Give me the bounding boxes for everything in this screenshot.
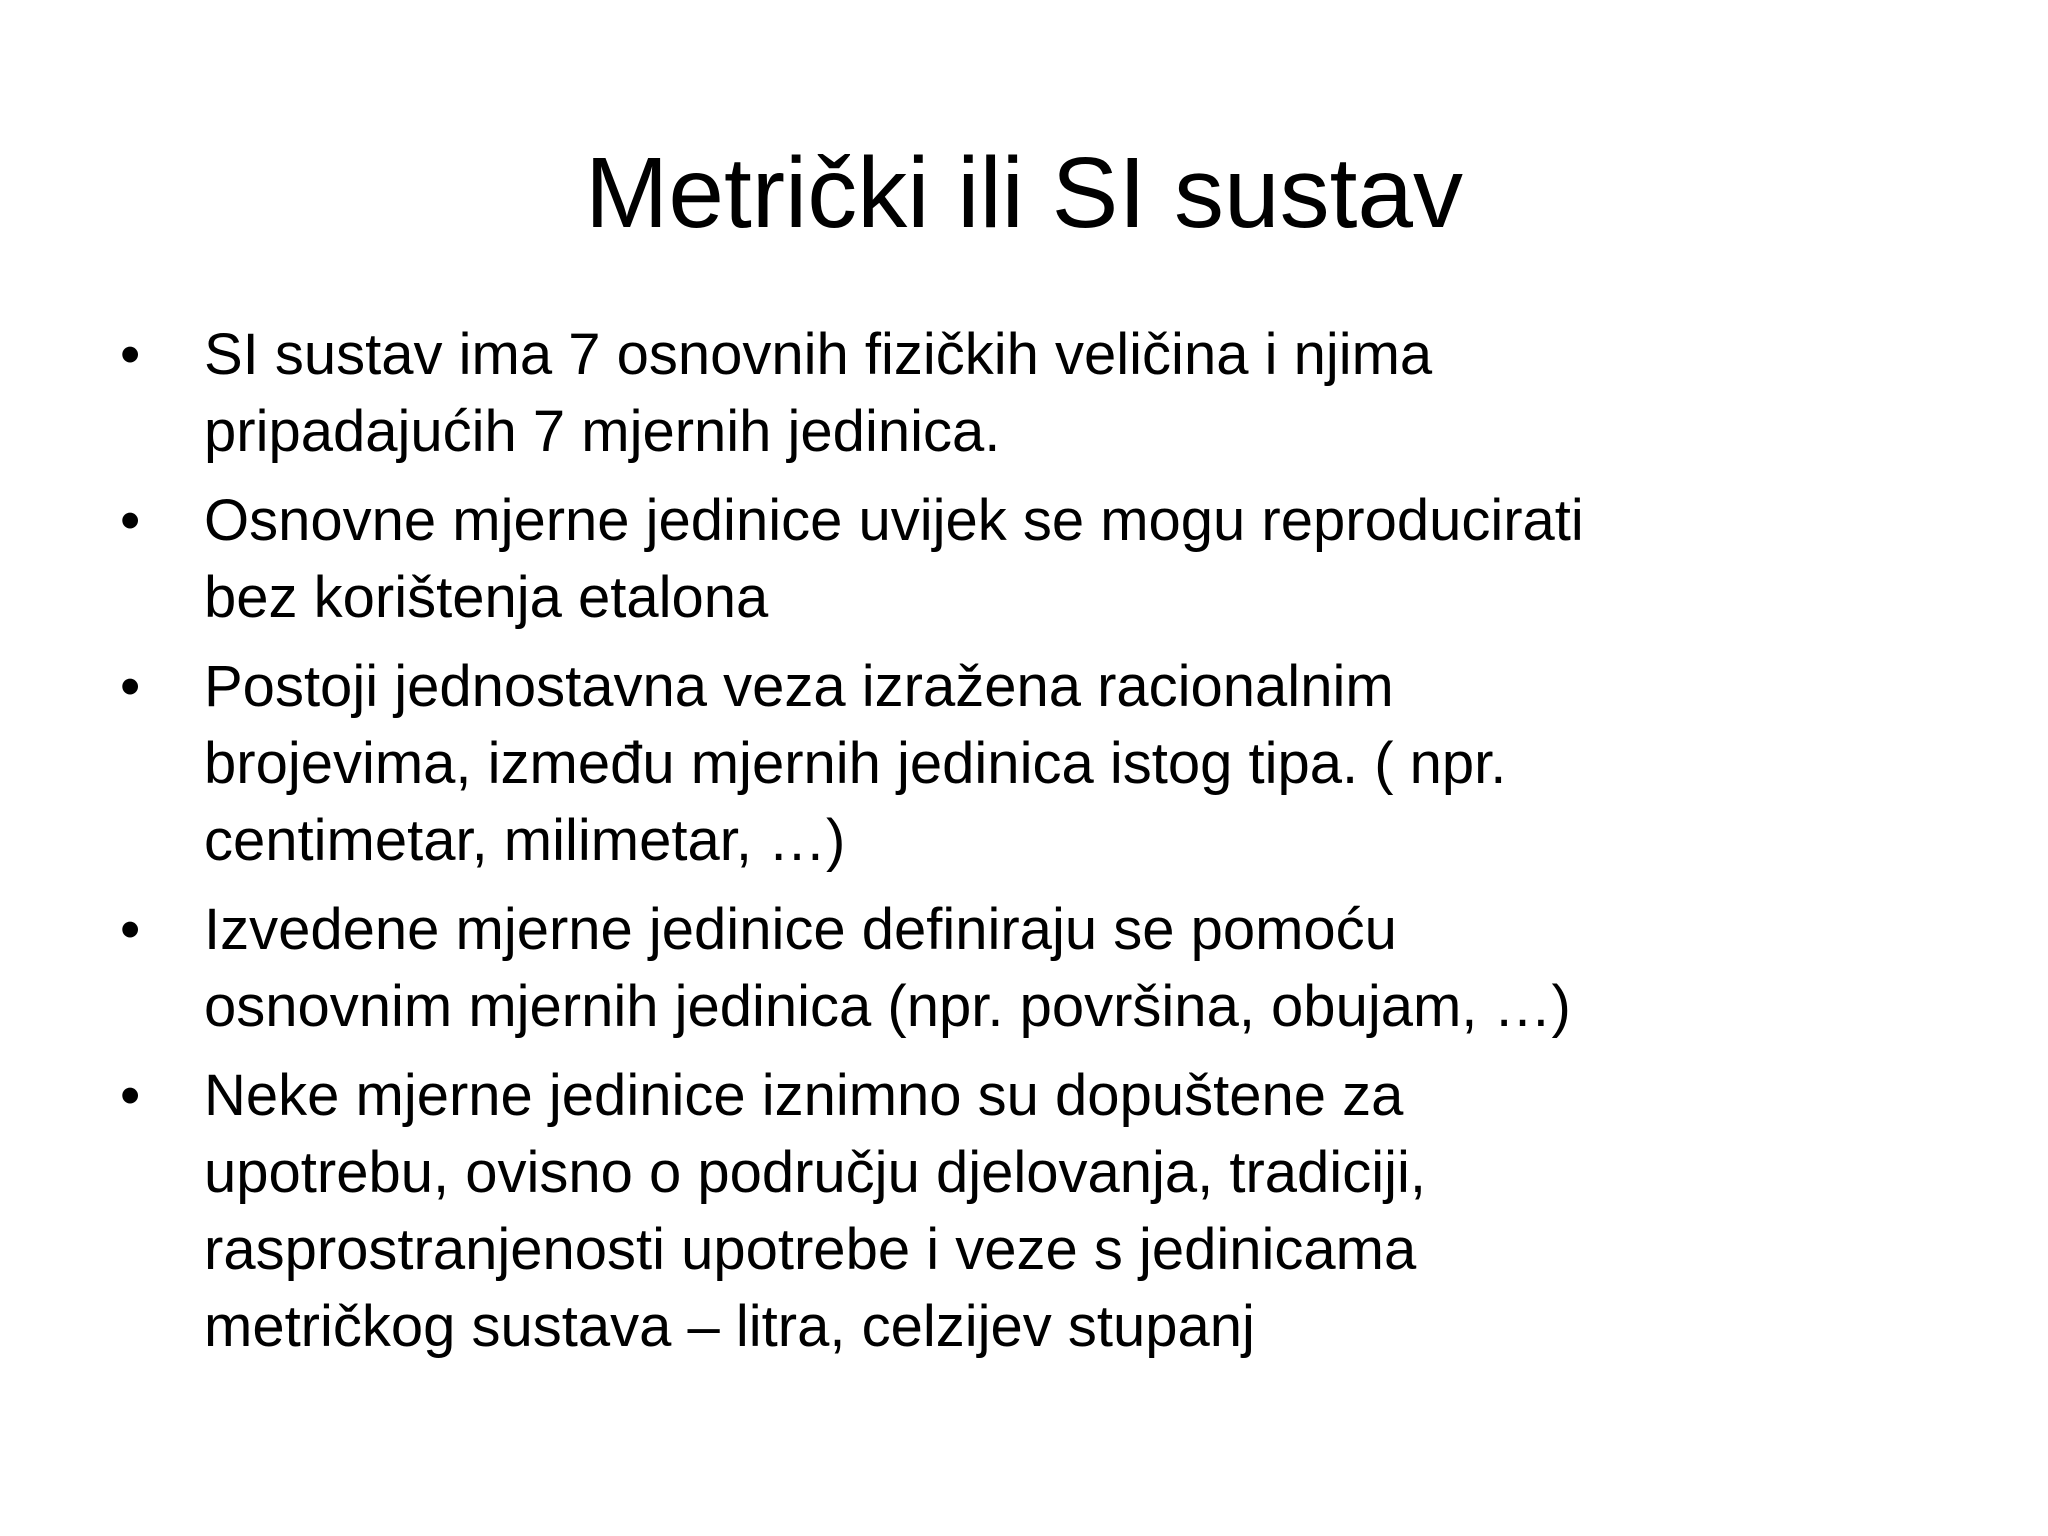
bullet-text-line: rasprostranjenosti upotrebe i veze s jedinicama (204, 1217, 1417, 1282)
bullet-list (120, 316, 1950, 1377)
bullet-text-line: brojevima, između mjernih jedinica istog tipa. ( npr. (204, 731, 1507, 796)
bullet-text-line: upotrebu, ovisno o području djelovanja, tradiciji, (204, 1140, 1426, 1205)
bullet-text-line: Osnovne mjerne jedinice uvijek se mogu reproducirati (204, 488, 1584, 553)
bullet-text-line: pripadajućih 7 mjernih jedinica. (204, 399, 1001, 464)
bullet-item (120, 891, 1950, 1045)
bullet-dot-icon: • (120, 322, 141, 387)
bullet-item (120, 1057, 1950, 1365)
bullet-text-line: SI sustav ima 7 osnovnih fizičkih veličina i njima (204, 322, 1433, 387)
bullet-text-line: Postoji jednostavna veza izražena racionalnim (204, 654, 1394, 719)
bullet-dot-icon: • (120, 654, 141, 719)
bullet-text-line: osnovnim mjernih jedinica (npr. površina, obujam, …) (204, 974, 1571, 1039)
bullet-dot-icon: • (120, 488, 141, 553)
bullet-text-line: bez korištenja etalona (204, 565, 769, 630)
bullet-text-line: Izvedene mjerne jedinice definiraju se pomoću (204, 897, 1397, 962)
bullet-item (120, 648, 1950, 879)
bullet-text-line: centimetar, milimetar, …) (204, 808, 846, 873)
bullet-item (120, 482, 1950, 636)
bullet-dot-icon: • (120, 897, 141, 962)
slide-title: Metrički ili SI sustav (585, 137, 1463, 249)
bullet-item (120, 316, 1950, 470)
bullet-dot-icon: • (120, 1063, 141, 1128)
bullet-text-line: Neke mjerne jedinice iznimno su dopuštene za (204, 1063, 1404, 1128)
bullet-text-line: metričkog sustava – litra, celzijev stupanj (204, 1294, 1255, 1359)
